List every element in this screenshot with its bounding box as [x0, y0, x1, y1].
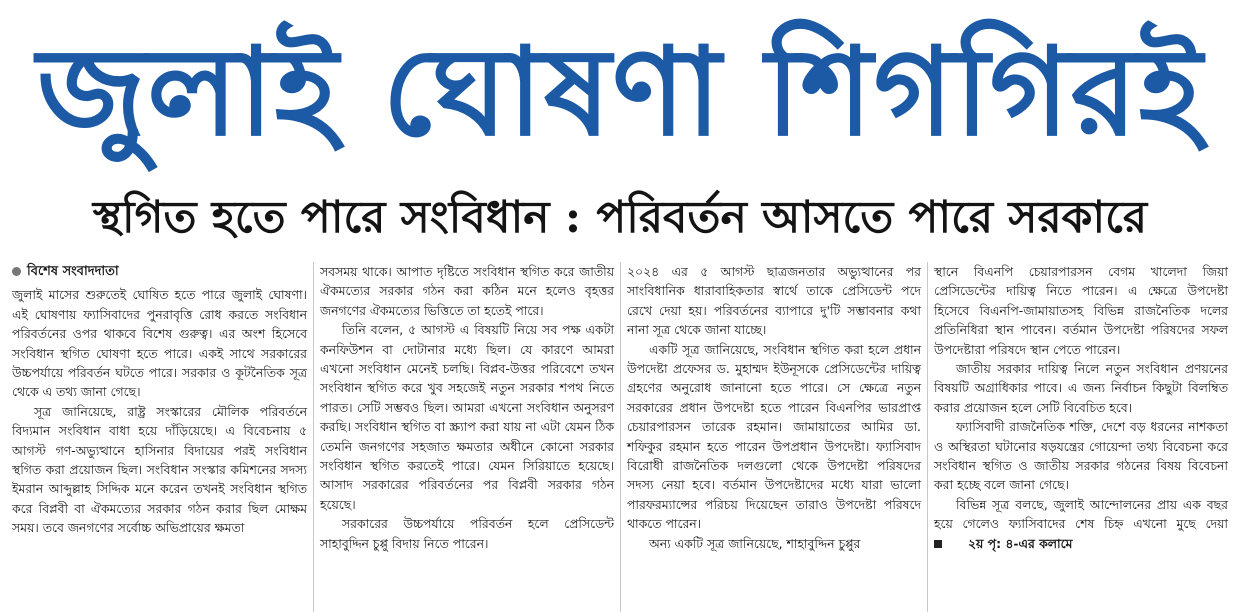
article-paragraph: ২০২৪ এর ৫ আগস্ট ছাত্রজনতার অভ্যুত্থানের পর সাংবিধানিক ধারাবাহিকতার স্বার্থে তাকে প্রেসিডেন্ট পদে রেখে দেয়া হয়। পরিবর্তনের ব্যাপারে দু'টি সম্ভাবনার কথা নানা সূত্র থেকে জানা যাচ্ছে। [627, 264, 921, 338]
bullet-icon [12, 267, 21, 276]
continuation-link[interactable] [934, 534, 1072, 553]
headline: জুলাই ঘোষণা শিগগিরই [37, 21, 1203, 163]
article-paragraph: ফ্যাসিবাদী রাজনৈতিক শক্তি, দেশে বড় ধরনের নাশকতা ও অস্থিরতা ঘটানোর ষড়যন্ত্রের গোয়েন্দা তথ্য বিবেচনা করে সংবিধান স্থগিত ও জাতীয় সরকার গঠনের বিষয় বিবেচনা করা হচ্ছে বলে জানা গেছে। [934, 419, 1228, 493]
article-paragraph: একটি সূত্র জানিয়েছে, সংবিধান স্থগিত করা হলে প্রধান উপদেষ্টা প্রফেসর ড. মুহাম্মদ ইউনূসকে প্রেসিডেন্টের দায়িত্ব গ্রহণের অনুরোধ জানানো হতে পারে। সে ক্ষেত্রে নতুন সরকারের প্রধান উপদেষ্টা হতে পারেন বিএনপির ভারপ্রাপ্ত চেয়ারপারসন তারেক রহমান। জামায়াতের আমির ডা. শফিকুর রহমান হতে পারেন উপপ্রধান উপদেষ্টা। ফ্যাসিবাদ বিরোধী রাজনৈতিক দলগুলো থেকে উপদেষ্টা পরিষদের সদস্য নেয়া হবে। বর্তমান উপদেষ্টাদের মধ্যে যারা ভালো পারফরম্যান্সের পরিচয় দিয়েছেন তারাও উপদেষ্টা পরিষদে থাকতে পারেন। [627, 341, 921, 532]
subheadline: স্থগিত হতে পারে সংবিধান : পরিবর্তন আসতে পারে সরকারে [92, 192, 1148, 243]
article-paragraph-text: বিভিন্ন সূত্র বলছে, জুলাই আন্দোলনের প্রায় এক বছর হয়ে গেলেও ফ্যাসিবাদের শেষ চিহ্ন এখনো মুছে দেয়া [934, 496, 1228, 532]
article-columns [6, 262, 1234, 612]
byline-text: বিশেষ সংবাদদাতা [27, 264, 119, 279]
article-paragraph-last [934, 495, 1228, 554]
article-paragraph: জুলাই মাসের শুরুতেই ঘোষিত হতে পারে জুলাই ঘোষণা। এই ঘোষণায় ফ্যাসিবাদের পুনরাবৃত্তি রোধ করতে সংবিধান পরিবর্তনের ওপর থাকবে বিশেষ গুরুত্ব। এর অংশ হিসেবে সংবিধান স্থগিত ঘোষণা হতে পারে। একই সাথে সরকারের উচ্চপর্যায়ে পরিবর্তন ঘটতে পারে। সরকার ও কূটনৈতিক সূত্র থেকে এ তথ্য জানা গেছে। [12, 287, 307, 400]
article-paragraph: অন্য একটি সূত্র জানিয়েছে, শাহাবুদ্দিন চুপ্পুর [649, 535, 861, 551]
square-bullet-icon [934, 540, 942, 548]
continuation-text: ২য় পৃ: ৪-এর কলামে [968, 535, 1073, 551]
article-paragraph: সূত্র জানিয়েছে, রাষ্ট্র সংস্কারের মৌলিক পরিবর্তনে বিদ্যমান সংবিধান বাধা হয়ে দাঁড়িয়েছে। এ বিবেচনায় ৫ আগস্ট গণ-অভ্যুত্থানে হাসিনার বিদায়ের পরই সংবিধান স্থগিত করা প্রয়োজন ছিল। সংবিধান সংস্কার কমিশনের সদস্য ইমরান আব্দুল্লাহ সিদ্দিক মনে করেন তখনই সংবিধান স্থগিত করে বিপ্লবী বা ঐকমত্যের সরকার গঠন করার ছিল মোক্ষম সময়। তবে জনগণের সর্বোচ্চ অভিপ্রায়ের ক্ষমতা [12, 403, 307, 536]
article-column-2 [313, 262, 620, 612]
article-column-4 [927, 262, 1234, 612]
article-paragraph: সবসময় থাকে। আপাত দৃষ্টিতে সংবিধান স্থগিত করে জাতীয় ঐকমত্যের সরকার গঠন করা কঠিন মনে হলেও বৃহত্তর জনগণের ঐকমত্যের ভিত্তিতে তা হতেই পারে। [320, 264, 614, 318]
article-column-3 [620, 262, 927, 612]
article-column-1 [6, 262, 313, 612]
article-paragraph: জাতীয় সরকার দায়িত্ব নিলে নতুন সংবিধান প্রণয়নের বিষয়টি অগ্রাধিকার পাবে। এ জন্য নির্বাচন কিছুটা বিলম্বিত করার প্রয়োজন হলে সেটি বিবেচিত হবে। [934, 361, 1228, 415]
article-paragraph: তিনি বলেন, ৫ আগস্ট এ বিষয়টি নিয়ে সব পক্ষ একটা কনফিউশন বা দোটানার মধ্যে ছিল। যে কারণে আমরা এখনো সংবিধান মেনেই চলছি। বিপ্লব-উত্তর পরিবেশে তখন সংবিধান স্থগিত করে খুব সহজেই নতুন সরকার শপথ নিতে পারত। সেটি সম্ভবও ছিল। আমরা এখনো সংবিধান অনুসরণ করছি। সংবিধান স্থগিত বা স্ক্র্যাপ করা যায় না এটা যেমন ঠিক তেমনি জনগণের সহজাত ক্ষমতার অধীনে কোনো সরকার সংবিধান স্থগিত করতেই পারে। যেমন সিরিয়াতে হয়েছে। আসাদ সরকারের পরিবর্তনের পর বিপ্লবী সরকার গঠন হয়েছে। [320, 322, 614, 512]
article-paragraph: স্থানে বিএনপি চেয়ারপারসন বেগম খালেদা জিয়া প্রেসিডেন্টের দায়িত্ব নিতে পারেন। এ ক্ষেত্রে উপদেষ্টা হিসেবে বিএনপি-জামায়াতসহ বিভিন্ন রাজনৈতিক দলের প্রতিনিধিরা স্থান পাবেন। বর্তমান উপদেষ্টা পরিষদের সফল উপদেষ্টারা পরিষদে স্থান পেতে পারেন। [934, 264, 1228, 357]
article-paragraph: সরকারের উচ্চপর্যায়ে পরিবর্তন হলে প্রেসিডেন্ট সাহাবুদ্দিন চুপ্পু বিদায় নিতে পারেন। [320, 516, 614, 551]
byline [12, 262, 307, 281]
